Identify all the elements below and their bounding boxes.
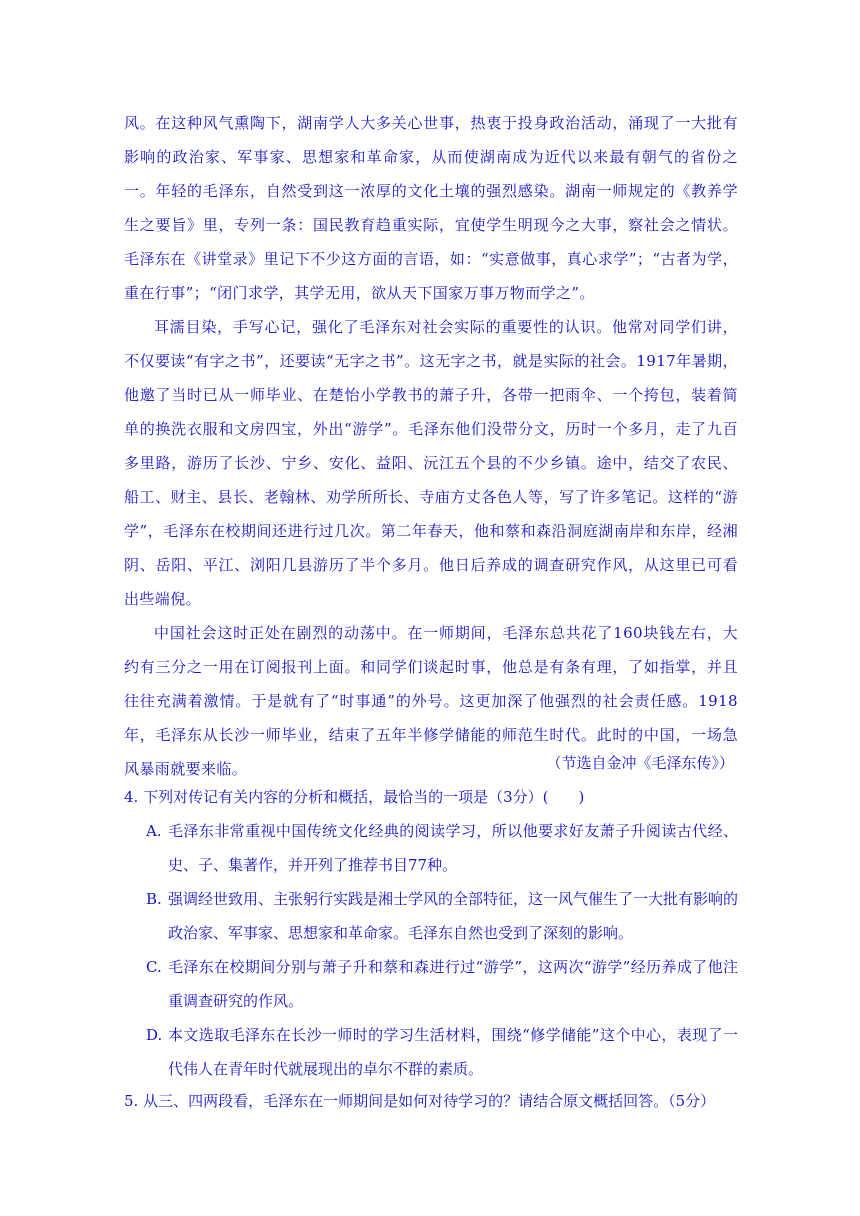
option-text: 本文选取毛泽东在长沙一师时的学习生活材料，围绕“修学储能”这个中心，表现了一代伟人在青年时代就展现出的卓尔不群的素质。 xyxy=(168,1026,738,1078)
passage-source: （节选自金冲《毛泽东传》） xyxy=(546,754,734,772)
option-letter: D. xyxy=(146,1026,163,1044)
passage xyxy=(124,106,738,786)
option-text: 毛泽东在校期间分别与萧子升和蔡和森进行过“游学”，这两次“游学”经历养成了他注重调查研究的作风。 xyxy=(168,958,738,1010)
option-d xyxy=(146,1018,738,1086)
option-a xyxy=(146,814,738,882)
question-5-stem: 5. 从三、四两段看，毛泽东在一师期间是如何对待学习的？请结合原文概括回答。（5分） xyxy=(124,1092,716,1110)
option-b xyxy=(146,882,738,950)
option-letter: A. xyxy=(146,822,162,840)
option-text: 强调经世致用、主张躬行实践是湘士学风的全部特征，这一风气催生了一大批有影响的政治家、军事家、思想家和革命家。毛泽东自然也受到了深刻的影响。 xyxy=(168,890,739,942)
option-c xyxy=(146,950,738,1018)
question-4-options xyxy=(146,814,738,1086)
option-letter: C. xyxy=(146,958,162,976)
paragraph-2: 耳濡目染，手写心记，强化了毛泽东对社会实际的重要性的认识。他常对同学们讲，不仅要读“有字之书”，还要读“无字之书”。这无字之书，就是实际的社会。1917年暑期，他邀了当时已从一师毕业、在楚怡小学教书的萧子升，各带一把雨伞、一个挎包，装着简单的换洗衣服和文房四宝，外出“游学”。毛泽东他们没带分文，历时一个多月，走了九百多里路，游历了长沙、宁乡、安化、益阳、沅江五个县的不少乡镇。途中，结交了农民、船工、财主、县长、老翰林、劝学所所长、寺庙方丈各色人等，写了许多笔记。这样的“游学”，毛泽东在校期间还进行过几次。第二年春天，他和蔡和森沿洞庭湖南岸和东岸，经湘阴、岳阳、平江、浏阳几县游历了半个多月。他日后养成的调查研究作风，从这里已可看出些端倪。 xyxy=(124,318,738,608)
option-letter: B. xyxy=(146,890,162,908)
question-4-stem: 4. 下列对传记有关内容的分析和概括，最恰当的一项是（3分）( ) xyxy=(124,788,585,806)
paragraph-3: 中国社会这时正处在剧烈的动荡中。在一师期间，毛泽东总共花了160块钱左右，大约有三分之一用在订阅报刊上面。和同学们谈起时事，他总是有条有理，了如指掌，并且往往充满着激情。于是就有了“时事通”的外号。这更加深了他强烈的社会责任感。1918年，毛泽东从长沙一师毕业，结束了五年半修学储能的师范生时代。此时的中国，一场急风暴雨就要来临。 xyxy=(124,624,738,778)
option-text: 毛泽东非常重视中国传统文化经典的阅读学习，所以他要求好友萧子升阅读古代经、史、子、集著作，并开列了推荐书目77种。 xyxy=(168,822,738,874)
paragraph-1: 风。在这种风气熏陶下，湖南学人大多关心世事，热衷于投身政治活动，涌现了一大批有影响的政治家、军事家、思想家和革命家，从而使湖南成为近代以来最有朝气的省份之一。年轻的毛泽东，自然受到这一浓厚的文化土壤的强烈感染。湖南一师规定的《教养学生之要旨》里，专列一条：国民教育趋重实际，宜使学生明现今之大事，察社会之情状。毛泽东在《讲堂录》里记下不少这方面的言语，如：“实意做事，真心求学”；“古者为学，重在行事”；“闭门求学，其学无用，欲从天下国家万事万物而学之”。 xyxy=(124,114,738,302)
